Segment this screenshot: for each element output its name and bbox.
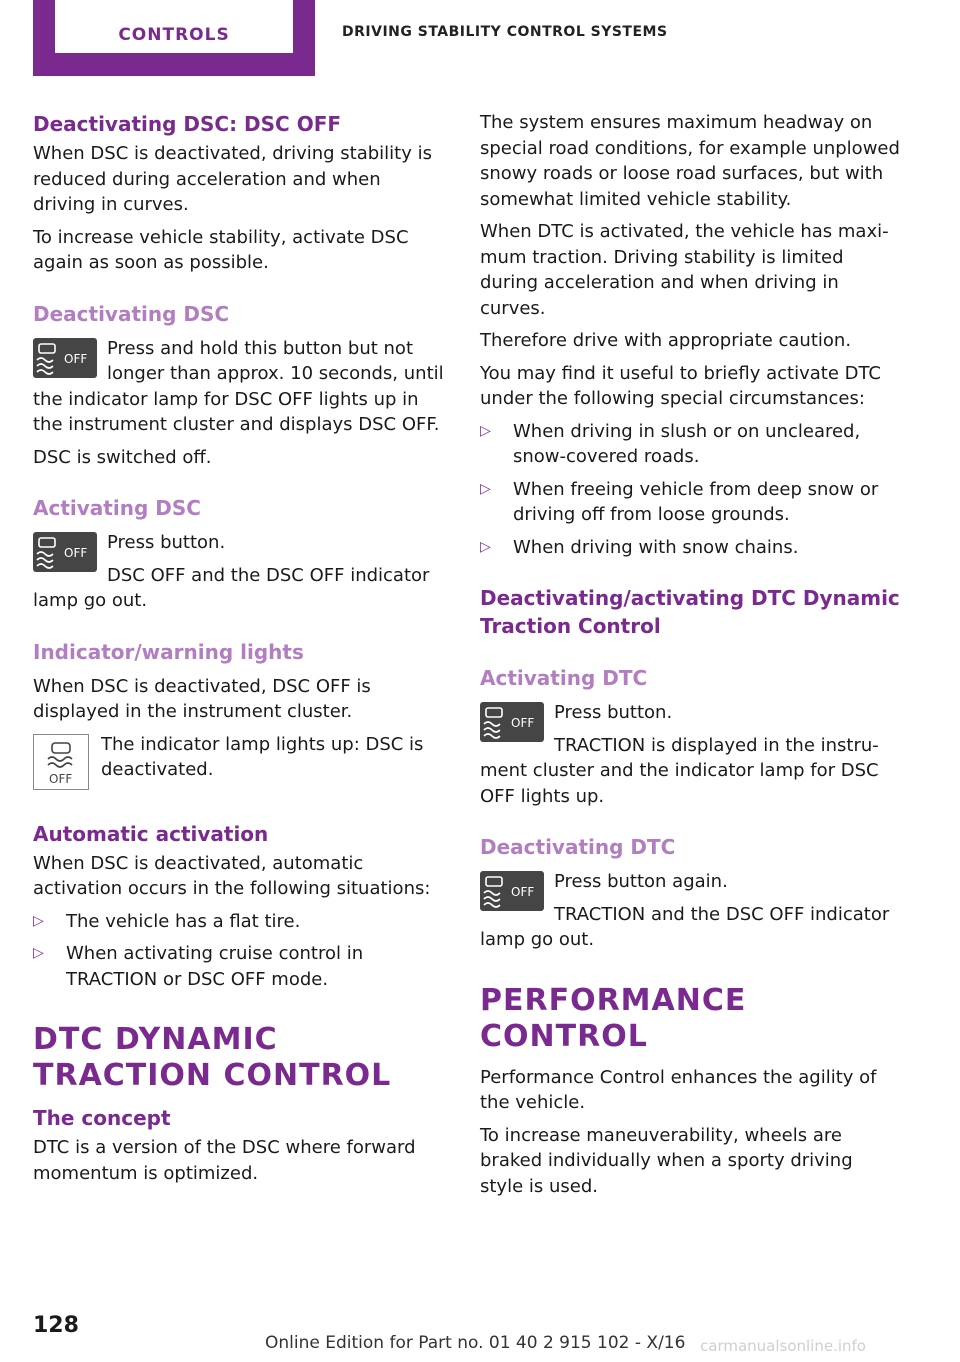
deactivate-dtc-result: TRACTION and the DSC OFF indicator lamp go out. (480, 903, 890, 950)
dsc-off-button-icon (33, 532, 97, 572)
activate-dtc-result: TRACTION is displayed in the instrument cluster and the indicator lamp for DSC OFF lights up. (480, 734, 879, 807)
activate-dsc-block (33, 530, 445, 614)
heading-performance-control: PERFORMANCE CONTROL (480, 982, 747, 1054)
left-column (33, 110, 445, 1193)
indicator-lamp-block (33, 732, 445, 796)
paragraph: You may find it useful to briefly activate DTC under the following special circumstances: (480, 362, 881, 409)
bullet-triangle-icon: ▷ (480, 538, 491, 555)
heading-activating-dtc: Activating DTC (480, 666, 648, 690)
list-item: ▷ When activating cruise control in TRACTION or DSC OFF mode. (33, 943, 364, 990)
paragraph: Therefore drive with appropriate caution. (480, 330, 852, 351)
dsc-off-lamp-icon (33, 734, 89, 790)
paragraph: To increase maneuverability, wheels are braked individually when a sporty driving style is used. (480, 1124, 853, 1197)
paragraph: The system ensures maximum headway on special road conditions, for example unplowed snowy roads or loose road surfaces, but with somewhat limited vehicle stability. (480, 112, 900, 210)
section-title: DRIVING STABILITY CONTROL SYSTEMS (342, 24, 668, 40)
list-item: ▷ When driving with snow chains. (480, 535, 900, 561)
paragraph: To increase vehicle stability, activate DSC again as soon as possible. (33, 226, 409, 273)
activate-press: Press button. (107, 532, 226, 553)
paragraph: When DSC is deactivated, automatic activation occurs in the following situations: (33, 852, 431, 899)
svg-text:OFF: OFF (64, 351, 88, 366)
right-column (480, 110, 900, 1206)
dsc-off-button-icon (480, 871, 544, 911)
activate-result: DSC OFF and the DSC OFF indicator lamp go out. (33, 564, 430, 611)
paragraph: Performance Control enhances the agility of the vehicle. (480, 1066, 877, 1113)
chapter-tab[interactable] (33, 0, 315, 76)
dsc-off-button-icon (480, 702, 544, 742)
auto-activation-list (33, 909, 445, 993)
heading-deactivating-dsc: Deactivating DSC (33, 301, 230, 326)
bullet-triangle-icon: ▷ (33, 912, 44, 929)
heading-indicator-lights: Indicator/warning lights (33, 639, 304, 664)
list-item: ▷ The vehicle has a flat tire. (33, 909, 445, 935)
heading-dtc: DTC DYNAMIC TRACTION CONTROL (33, 1022, 392, 1093)
heading-deactivating-activating-dtc: Deactivating/activating DTC Dynamic Traction Control (480, 586, 900, 638)
heading-automatic-activation: Automatic activation (33, 821, 269, 846)
page-number: 128 (33, 1313, 79, 1338)
deactivate-dtc-press: Press button again. (554, 871, 728, 892)
deactivate-dsc-block (33, 336, 445, 438)
bullet-triangle-icon: ▷ (480, 422, 491, 439)
deactivate-instructions: Press and hold this button but not longer than approx. 10 seconds, until the indicator lamp for DSC OFF lights up in the instrument cluster and displays DSC OFF. (33, 337, 444, 435)
paragraph: When DSC is deactivated, driving stability is reduced during acceleration and when driving in curves. (33, 143, 432, 215)
paragraph: DTC is a version of the DSC where forward momentum is optimized. (33, 1137, 416, 1184)
heading-the-concept: The concept (33, 1106, 171, 1130)
list-item: ▷ When driving in slush or on uncleared, snow-covered roads. (480, 420, 861, 467)
watermark: carmanualsonline.info (700, 1337, 866, 1355)
heading-activating-dsc: Activating DSC (33, 496, 201, 520)
list-item: ▷ When freeing vehicle from deep snow or driving off from loose grounds. (480, 478, 879, 525)
heading-deactivating-dsc-off: Deactivating DSC: DSC OFF (33, 112, 342, 136)
dsc-off-button-icon (33, 338, 97, 378)
dtc-circumstances-list (480, 419, 900, 561)
heading-deactivating-dtc: Deactivating DTC (480, 835, 676, 859)
bullet-triangle-icon: ▷ (480, 480, 491, 497)
svg-text:OFF: OFF (511, 716, 535, 730)
chapter-tab-label: CONTROLS (55, 0, 293, 53)
lamp-text: The indicator lamp lights up: DSC is deactivated. (101, 733, 424, 780)
activate-dtc-press: Press button. (554, 702, 673, 723)
header-bar (0, 0, 960, 78)
paragraph: DSC is switched off. (33, 446, 212, 468)
svg-text:OFF: OFF (64, 546, 88, 560)
paragraph: When DTC is activated, the vehicle has maximum traction. Driving stability is limited during acceleration and when driving in curves. (480, 221, 889, 319)
bullet-triangle-icon: ▷ (33, 945, 44, 961)
footer-edition: Online Edition for Part no. 01 40 2 915 102 - X/16 (265, 1333, 686, 1353)
svg-text:OFF: OFF (511, 885, 535, 899)
svg-text:OFF: OFF (49, 771, 73, 786)
activate-dtc-block (480, 700, 900, 809)
deactivate-dtc-block (480, 869, 900, 953)
paragraph: When DSC is deactivated, DSC OFF is displayed in the instrument cluster. (33, 675, 371, 722)
